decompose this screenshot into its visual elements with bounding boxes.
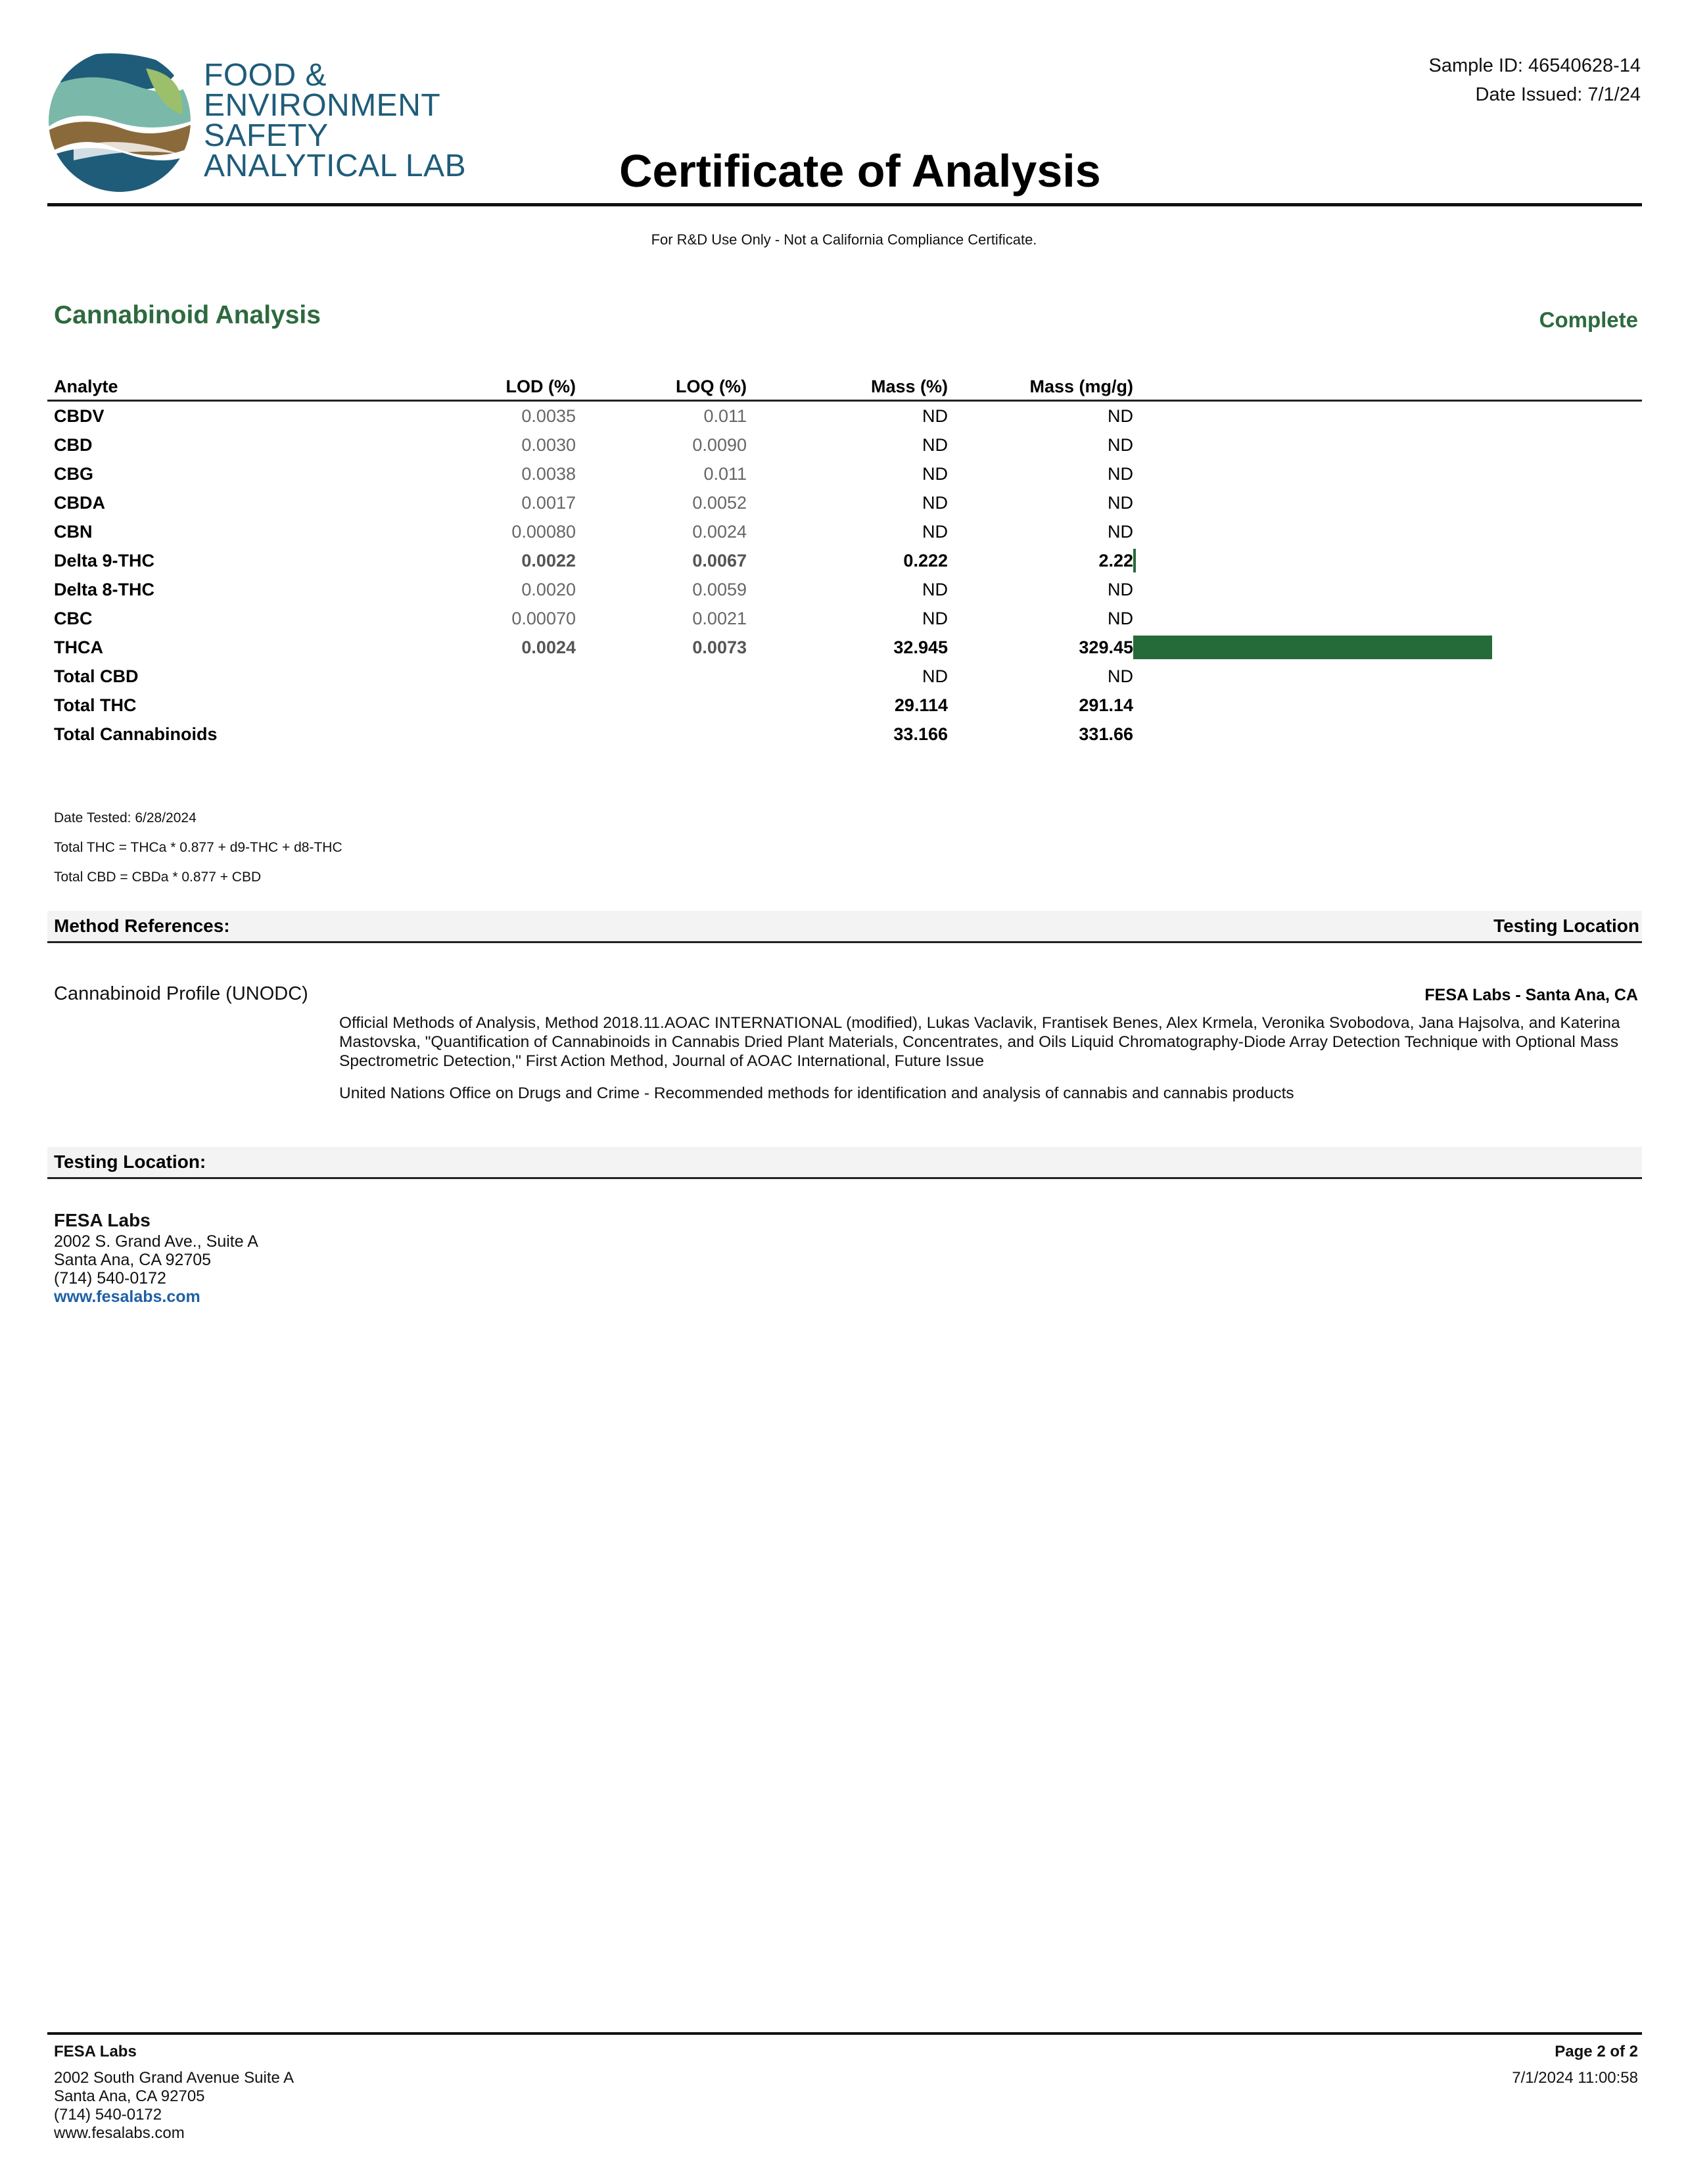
footer-address-line1: 2002 South Grand Avenue Suite A — [54, 2069, 294, 2087]
mass-percent-cell: ND — [922, 521, 948, 542]
lod-cell: 0.00080 — [511, 521, 576, 542]
company-logo — [47, 49, 192, 193]
analyte-cell: THCA — [54, 637, 103, 657]
status-badge: Complete — [1539, 308, 1638, 332]
bar-cell — [1133, 720, 1642, 749]
testing-location-heading: Testing Location: — [54, 1151, 206, 1172]
bar-cell — [1133, 430, 1642, 459]
table-row — [47, 401, 1642, 431]
mass-mg-cell: ND — [1108, 666, 1133, 686]
mass-mg-cell: ND — [1108, 492, 1133, 513]
mass-mg-cell: ND — [1108, 608, 1133, 628]
lod-cell: 0.0020 — [521, 579, 576, 599]
loq-cell: 0.0090 — [692, 434, 747, 455]
method-name: Cannabinoid Profile (UNODC) — [54, 983, 308, 1004]
footer-lab-name: FESA Labs — [54, 2043, 137, 2060]
testing-location-address — [54, 1211, 258, 1306]
mass-percent-cell: ND — [922, 492, 948, 513]
analyte-cell: Total CBD — [54, 666, 139, 686]
lab-address-line2: Santa Ana, CA 92705 — [54, 1251, 212, 1269]
analyte-cell: CBD — [54, 434, 93, 455]
analyte-cell: CBN — [54, 521, 93, 542]
footer-phone: (714) 540-0172 — [54, 2106, 162, 2124]
bar-cell — [1133, 691, 1642, 720]
table-row — [47, 459, 1642, 488]
lab-website-link[interactable]: www.fesalabs.com — [54, 1288, 200, 1306]
table-body — [47, 401, 1642, 749]
mass-bar — [1133, 636, 1492, 659]
mass-percent-cell: ND — [922, 608, 948, 628]
table-row — [47, 430, 1642, 459]
lab-name: FESA Labs — [54, 1210, 151, 1230]
analyte-cell: Delta 9-THC — [54, 550, 155, 570]
company-logo-text: FOOD & ENVIRONMENT SAFETY ANALYTICAL LAB — [204, 58, 467, 183]
bar-cell — [1133, 488, 1642, 517]
bar-cell — [1133, 604, 1642, 633]
mass-mg-cell: 331.66 — [1079, 724, 1133, 744]
table-row — [47, 488, 1642, 517]
mass-bar — [1133, 549, 1136, 572]
lod-cell: 0.0030 — [521, 434, 576, 455]
loq-cell: 0.0073 — [692, 637, 747, 657]
method-references-header — [47, 911, 1642, 941]
mass-mg-cell: ND — [1108, 579, 1133, 599]
mass-mg-cell: ND — [1108, 521, 1133, 542]
sample-info — [1429, 51, 1641, 109]
bar-cell — [1133, 517, 1642, 546]
lod-cell: 0.0038 — [521, 463, 576, 484]
page-title: Certificate of Analysis — [619, 145, 1101, 197]
table-row — [47, 691, 1642, 720]
bar-cell — [1133, 401, 1642, 431]
cannabinoid-table — [47, 368, 1642, 749]
table-header-row — [47, 368, 1642, 401]
mass-mg-cell: ND — [1108, 406, 1133, 426]
date-tested: Date Tested: 6/28/2024 — [54, 810, 197, 825]
table-row — [47, 604, 1642, 633]
analyte-cell: CBDV — [54, 406, 105, 426]
table-row — [47, 546, 1642, 575]
bar-cell — [1133, 546, 1642, 575]
mass-percent-cell: ND — [922, 434, 948, 455]
column-header: Mass (mg/g) — [1029, 377, 1133, 396]
method-header-rule — [47, 941, 1642, 943]
mass-percent-cell: ND — [922, 666, 948, 686]
bar-cell — [1133, 633, 1642, 662]
table-row — [47, 517, 1642, 546]
table-row — [47, 575, 1642, 604]
footer-divider — [47, 2032, 1642, 2035]
bar-column-header — [1133, 368, 1642, 401]
table-row — [47, 633, 1642, 662]
mass-percent-cell: ND — [922, 406, 948, 426]
disclaimer-text: For R&D Use Only - Not a California Compliance Certificate. — [651, 231, 1037, 248]
mass-percent-cell: ND — [922, 463, 948, 484]
analyte-cell: Total Cannabinoids — [54, 724, 218, 744]
mass-mg-cell: 2.22 — [1098, 550, 1133, 570]
method-references-title: Method References: — [54, 916, 230, 936]
mass-mg-cell: ND — [1108, 434, 1133, 455]
loq-cell: 0.0052 — [692, 492, 747, 513]
lod-cell: 0.0022 — [521, 550, 576, 570]
lod-cell: 0.00070 — [511, 608, 576, 628]
analyte-cell: Total THC — [54, 695, 137, 715]
analyte-cell: CBDA — [54, 492, 105, 513]
footer-website: www.fesalabs.com — [54, 2124, 185, 2142]
lod-cell: 0.0035 — [521, 406, 576, 426]
loq-cell: 0.011 — [703, 463, 747, 484]
mass-mg-cell: 291.14 — [1079, 695, 1133, 715]
notes-block — [54, 803, 342, 892]
lab-address-line1: 2002 S. Grand Ave., Suite A — [54, 1232, 258, 1251]
column-header: Analyte — [54, 377, 118, 396]
loq-cell: 0.0067 — [692, 550, 747, 570]
analyte-cell: Delta 8-THC — [54, 579, 155, 599]
lod-cell: 0.0024 — [521, 637, 576, 657]
footer-address — [54, 2043, 294, 2143]
testing-location-header — [47, 1147, 1642, 1177]
mass-mg-cell: ND — [1108, 463, 1133, 484]
footer-page-info — [1512, 2043, 1638, 2087]
total-cbd-formula: Total CBD = CBDa * 0.877 + CBD — [54, 870, 262, 885]
mass-percent-cell: 32.945 — [893, 637, 948, 657]
column-header: Mass (%) — [870, 377, 948, 396]
column-header: LOD (%) — [505, 377, 576, 396]
page-number: Page 2 of 2 — [1555, 2043, 1638, 2060]
mass-mg-cell: 329.45 — [1079, 637, 1133, 657]
sample-id: Sample ID: 46540628-14 — [1428, 55, 1641, 76]
total-thc-formula: Total THC = THCa * 0.877 + d9-THC + d8-THC — [54, 840, 342, 855]
method-reference-unodc: United Nations Office on Drugs and Crime - Recommended methods for identification and analysis of cannabis and cannabis products — [339, 1084, 1294, 1102]
column-header: LOQ (%) — [676, 377, 747, 396]
footer-address-line2: Santa Ana, CA 92705 — [54, 2087, 205, 2105]
logo-mark-icon — [47, 49, 192, 193]
table-row — [47, 662, 1642, 691]
bar-cell — [1133, 459, 1642, 488]
mass-percent-cell: 0.222 — [903, 550, 948, 570]
bar-cell — [1133, 662, 1642, 691]
lod-cell — [405, 720, 576, 749]
mass-percent-cell: ND — [922, 579, 948, 599]
table-row — [47, 720, 1642, 749]
lod-cell: 0.0017 — [521, 492, 576, 513]
method-reference-aoac: Official Methods of Analysis, Method 2018.11.AOAC INTERNATIONAL (modified), Lukas Vaclavik, Frantisek Benes, Alex Krmela, Veronika Svobodova, Jana Hajsolva, and Katerina Mastovska, "Quantification of Cannabinoids in Cannabis Dried Plant Materials, Concentrates, and Oils Liquid Chromatography-Diode Array Detection Technique with Optional Mass Spectrometric Detection," First Action Method, Journal of AOAC International, Future Issue — [339, 1014, 1620, 1070]
bar-cell — [1133, 575, 1642, 604]
mass-percent-cell: 33.166 — [893, 724, 948, 744]
footer-timestamp: 7/1/2024 11:00:58 — [1512, 2069, 1638, 2087]
loq-cell — [576, 720, 747, 749]
testing-location-rule — [47, 1177, 1642, 1179]
loq-cell: 0.0024 — [692, 521, 747, 542]
loq-cell: 0.0021 — [692, 608, 747, 628]
lab-phone: (714) 540-0172 — [54, 1269, 166, 1288]
loq-cell: 0.0059 — [692, 579, 747, 599]
section-title: Cannabinoid Analysis — [54, 301, 321, 329]
lod-cell — [405, 662, 576, 691]
loq-cell — [576, 662, 747, 691]
header-divider — [47, 203, 1642, 206]
analyte-cell: CBC — [54, 608, 93, 628]
loq-cell: 0.011 — [703, 406, 747, 426]
analyte-cell: CBG — [54, 463, 93, 484]
mass-percent-cell: 29.114 — [894, 695, 948, 715]
method-location: FESA Labs - Santa Ana, CA — [1424, 986, 1638, 1004]
method-description — [339, 1013, 1621, 1116]
lod-cell — [405, 691, 576, 720]
testing-location-title: Testing Location — [1493, 916, 1639, 936]
loq-cell — [576, 691, 747, 720]
date-issued: Date Issued: 7/1/24 — [1475, 84, 1641, 105]
